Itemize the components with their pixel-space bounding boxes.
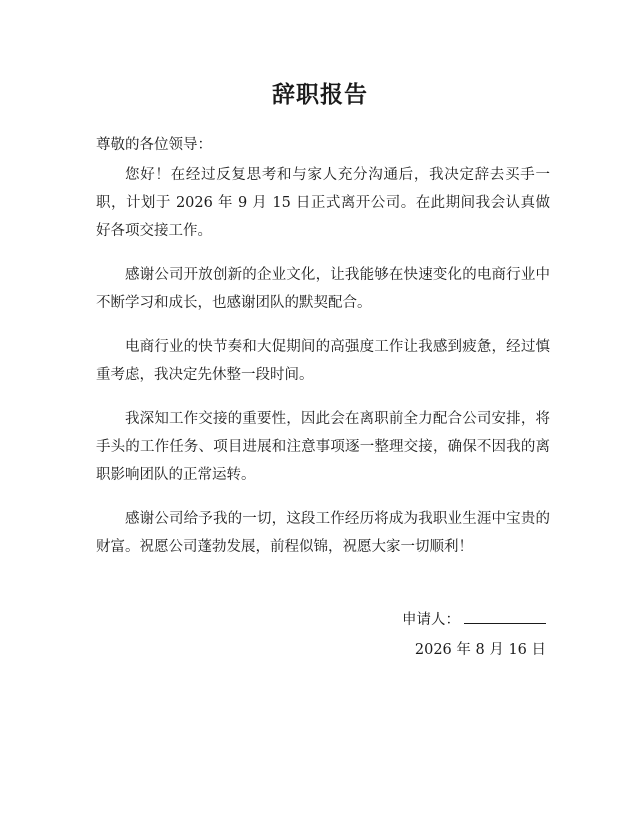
paragraph-3: 电商行业的快节奏和大促期间的高强度工作让我感到疲惫，经过慎重考虑，我决定先休整一段时间。	[96, 339, 550, 383]
salutation: 尊敬的各位领导：	[96, 137, 212, 153]
paragraph-4: 我深知工作交接的重要性，因此会在离职前全力配合公司安排，将手头的工作任务、项目进展和注意事项逐一整理交接，确保不因我的离职影响团队的正常运转。	[96, 411, 550, 483]
paragraph-5: 感谢公司给予我的一切，这段工作经历将成为我职业生涯中宝贵的财富。祝愿公司蓬勃发展，前程似锦，祝愿大家一切顺利！	[96, 511, 550, 555]
signature-line	[464, 607, 546, 624]
paragraph-2: 感谢公司开放创新的企业文化，让我能够在快速变化的电商行业中不断学习和成长，也感谢团队的默契配合。	[96, 267, 550, 311]
applicant-label: 申请人：	[402, 612, 460, 628]
document-title: 辞职报告	[272, 82, 368, 108]
paragraph-1: 您好！在经过反复思考和与家人充分沟通后，我决定辞去买手一职，计划于 2026 年 9 月 15 日正式离开公司。在此期间我会认真做好各项交接工作。	[96, 167, 550, 239]
document-date: 2026 年 8 月 16 日	[414, 642, 546, 658]
document-body	[96, 131, 550, 577]
applicant-signature	[306, 607, 546, 632]
